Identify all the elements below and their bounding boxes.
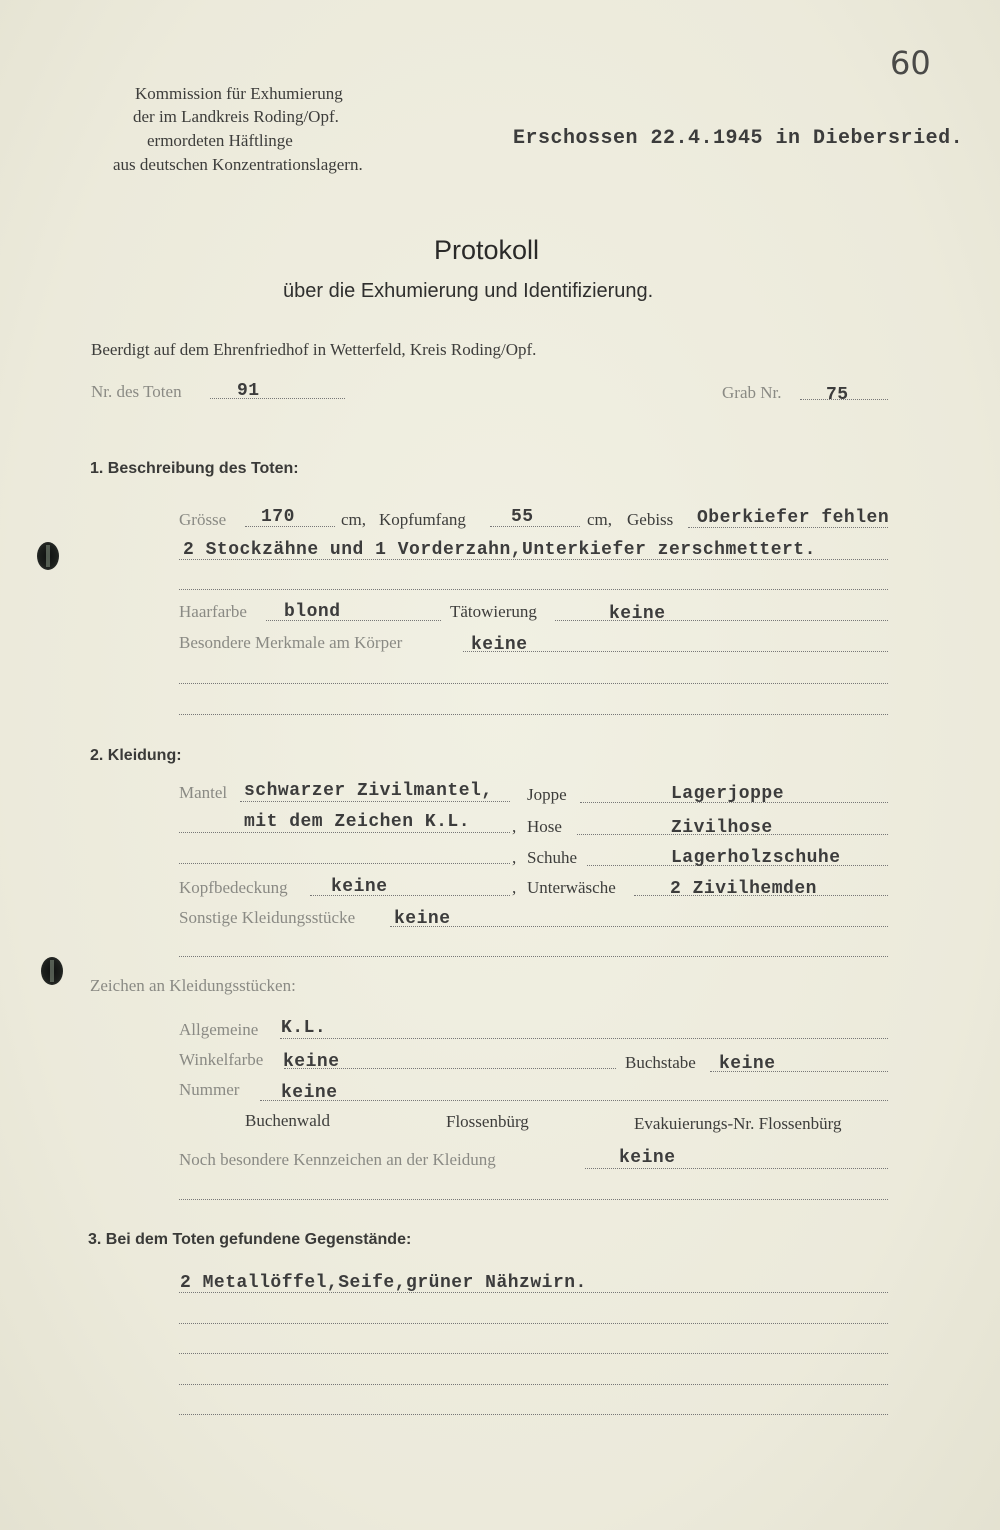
buchstabe-label: Buchstabe: [625, 1053, 696, 1072]
gebiss-value-line-2: 2 Stockzähne und 1 Vorderzahn,Unterkiefer zerschmettert.: [183, 540, 816, 560]
sonstige-label: Sonstige Kleidungsstücke: [179, 908, 356, 927]
nummer-label: Nummer: [179, 1080, 240, 1099]
section-3-heading: 3. Bei dem Toten gefundene Gegenstände:: [88, 1231, 412, 1248]
nummer-value: keine: [281, 1083, 338, 1103]
gegenstaende-line-2: [179, 1323, 888, 1324]
kopfumfang-label: Kopfumfang: [379, 510, 466, 529]
kopfbedeckung-value: keine: [331, 877, 388, 897]
hose-comma: ,: [512, 817, 517, 836]
hose-label: Hose: [527, 817, 562, 836]
blank-line-2: [179, 683, 888, 684]
zeichen-heading: Zeichen an Kleidungsstücken:: [90, 976, 296, 995]
haarfarbe-value: blond: [284, 602, 341, 622]
winkelfarbe-value: keine: [283, 1052, 340, 1072]
blank-line-1: [179, 589, 888, 590]
taetowierung-value: keine: [609, 604, 666, 624]
mantel-value-line-2: mit dem Zeichen K.L.: [244, 812, 471, 832]
burial-line: Beerdigt auf dem Ehrenfriedhof in Wetterfeld, Kreis Roding/Opf.: [91, 340, 537, 359]
allgemeine-label: Allgemeine: [179, 1020, 259, 1039]
mantel-line-2: [179, 832, 510, 833]
commission-line-3: ermordeten Häftlinge: [147, 131, 293, 150]
section-2-heading: 2. Kleidung:: [90, 747, 182, 764]
groesse-value: 170: [261, 507, 295, 527]
unterwaesche-comma: ,: [512, 878, 517, 897]
buchstabe-value: keine: [719, 1054, 776, 1074]
evakuierung-label: Evakuierungs-Nr. Flossenbürg: [634, 1114, 842, 1133]
sonstige-line: [390, 926, 888, 927]
page-number: 60: [890, 44, 931, 82]
nummer-line: [260, 1100, 888, 1101]
mantel-line: [240, 801, 510, 802]
schuhe-value: Lagerholzschuhe: [671, 848, 841, 868]
taetowierung-label: Tätowierung: [450, 602, 537, 621]
commission-line-4: aus deutschen Konzentrationslagern.: [113, 155, 363, 174]
noch-value: keine: [619, 1148, 676, 1168]
gegenstaende-line-3: [179, 1353, 888, 1354]
unterwaesche-value: 2 Zivilhemden: [670, 879, 817, 899]
document-title: Protokoll: [434, 235, 540, 265]
buchenwald-label: Buchenwald: [245, 1111, 330, 1130]
gegenstaende-line-5: [179, 1414, 888, 1415]
commission-line-1: Kommission für Exhumierung: [135, 84, 343, 103]
merkmale-label: Besondere Merkmale am Körper: [179, 633, 403, 652]
mantel-value: schwarzer Zivilmantel,: [244, 781, 493, 801]
allgemeine-line: [280, 1038, 888, 1039]
commission-line-2: der im Landkreis Roding/Opf.: [133, 107, 339, 126]
noch-label: Noch besondere Kennzeichen an der Kleidung: [179, 1150, 496, 1169]
taetowierung-line: [555, 620, 888, 621]
punch-hole-top: [37, 542, 59, 570]
punch-hole-bottom: [41, 957, 63, 985]
joppe-label: Joppe: [527, 785, 567, 804]
kopfumfang-value: 55: [511, 507, 534, 527]
nr-value: 91: [237, 381, 260, 401]
noch-line: [585, 1168, 888, 1169]
sonstige-value: keine: [394, 909, 451, 929]
kopfbedeckung-label: Kopfbedeckung: [179, 878, 288, 897]
grab-label: Grab Nr.: [722, 383, 782, 402]
cm-label-2: cm,: [587, 510, 613, 529]
nr-line: [210, 398, 345, 399]
hose-value: Zivilhose: [671, 818, 773, 838]
gebiss-value: Oberkiefer fehlen: [697, 508, 890, 528]
allgemeine-value: K.L.: [281, 1018, 327, 1038]
blank-line-3: [179, 714, 888, 715]
haarfarbe-label: Haarfarbe: [179, 602, 247, 621]
winkelfarbe-label: Winkelfarbe: [179, 1050, 264, 1069]
gegenstaende-value: 2 Metallöffel,Seife,grüner Nähzwirn.: [180, 1273, 587, 1293]
kopfumfang-line: [490, 526, 580, 527]
gebiss-label: Gebiss: [627, 510, 674, 529]
section-1-heading: 1. Beschreibung des Toten:: [90, 460, 299, 477]
typed-note: Erschossen 22.4.1945 in Diebersried.: [513, 127, 964, 150]
flossenbuerg-label: Flossenbürg: [446, 1112, 529, 1131]
document-subtitle: über die Exhumierung und Identifizierung.: [283, 280, 654, 302]
blank-line-4: [179, 956, 888, 957]
gegenstaende-line-4: [179, 1384, 888, 1385]
schuhe-blank-line: [179, 863, 510, 864]
schuhe-comma: ,: [512, 848, 517, 867]
schuhe-label: Schuhe: [527, 848, 578, 867]
groesse-label: Grösse: [179, 510, 227, 529]
cm-label-1: cm,: [341, 510, 367, 529]
merkmale-value: keine: [471, 635, 528, 655]
mantel-label: Mantel: [179, 783, 228, 802]
joppe-value: Lagerjoppe: [671, 784, 785, 804]
grab-value: 75: [826, 385, 849, 405]
blank-line-5: [179, 1199, 888, 1200]
unterwaesche-label: Unterwäsche: [527, 878, 616, 897]
nr-label: Nr. des Toten: [91, 382, 182, 401]
